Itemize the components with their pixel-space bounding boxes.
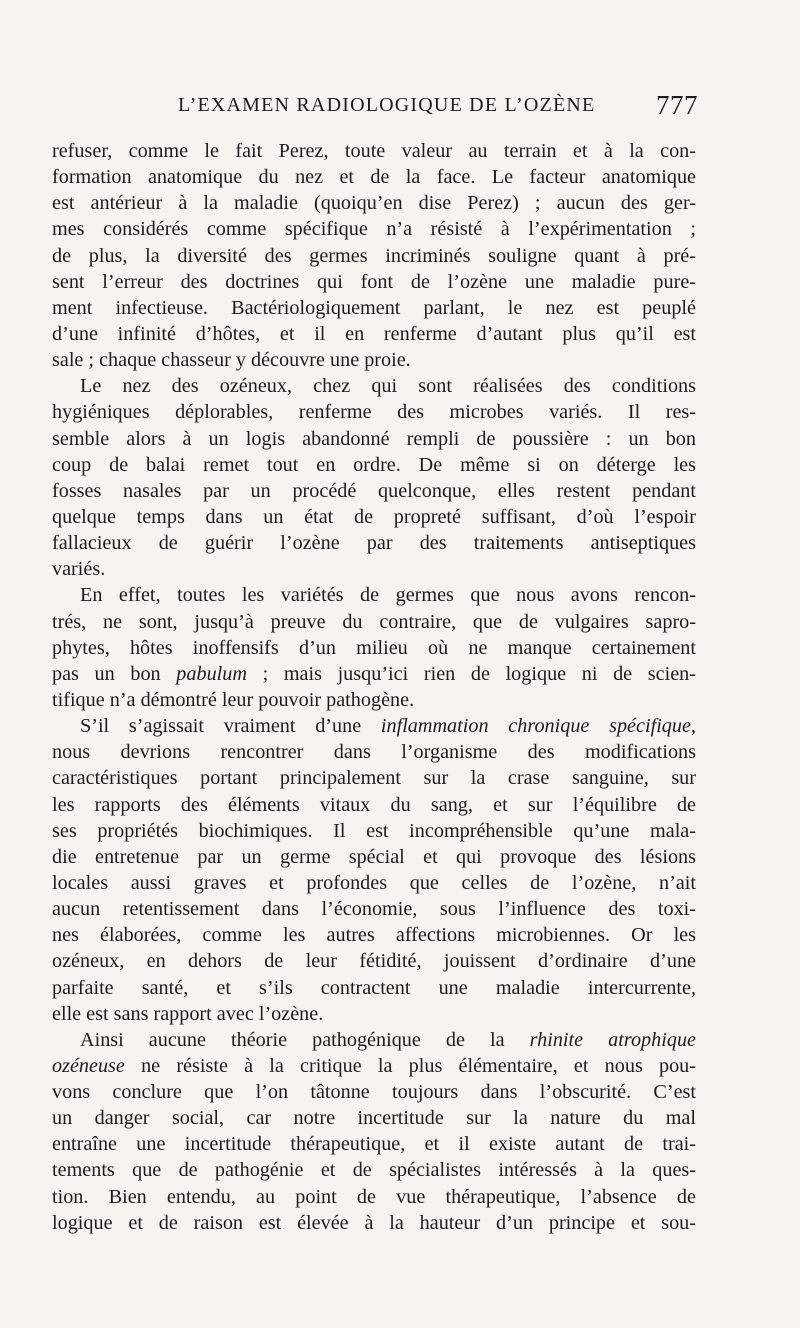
text-line — [52, 922, 696, 948]
text-line — [52, 1001, 696, 1027]
text-segment: fallacieux de guérir l’ozène par des traitements antiseptiques — [52, 532, 696, 555]
text-line — [52, 530, 696, 556]
text-segment: fosses nasales par un procédé quelconque, elles restent pendant — [52, 479, 696, 502]
text-segment: sent l’erreur des doctrines qui font de l’ozène une maladie pure- — [52, 270, 696, 293]
text-line — [52, 556, 696, 582]
text-segment: formation anatomique du nez et de la face. Le facteur anatomique — [52, 166, 696, 189]
text-line — [52, 844, 696, 870]
text-segment: entraîne une incertitude thérapeutique, et il existe autant de trai- — [52, 1133, 696, 1156]
text-line — [52, 216, 696, 242]
text-segment: est antérieur à la maladie (quoiqu’en dise Perez) ; aucun des ger- — [52, 192, 696, 215]
text-line — [52, 661, 696, 687]
text-segment: Le nez des ozéneux, chez qui sont réalisées des conditions — [80, 375, 696, 398]
body-text — [52, 138, 696, 1236]
text-segment: hygiéniques déplorables, renferme des microbes variés. Il res- — [52, 401, 696, 424]
text-line — [52, 975, 696, 1001]
text-segment: , — [690, 715, 696, 738]
text-line — [52, 1105, 696, 1131]
text-segment: coup de balai remet tout en ordre. De même si on déterge les — [52, 453, 696, 476]
text-segment: ; mais jusqu’ici rien de logique ni de scien- — [246, 662, 696, 685]
text-segment: vons conclure que l’on tâtonne toujours dans l’obscurité. C’est — [52, 1081, 696, 1104]
text-line — [52, 1157, 696, 1183]
text-line — [52, 164, 696, 190]
text-segment: nous devrions rencontrer dans l’organisme des modifications — [52, 741, 696, 764]
text-line — [52, 347, 696, 373]
text-line — [52, 687, 696, 713]
running-header — [178, 92, 698, 126]
text-line — [52, 1210, 696, 1236]
text-segment: trés, ne sont, jusqu’à preuve du contraire, que de vulgaires sapro- — [52, 610, 696, 633]
italic-text: pabulum — [176, 662, 247, 685]
text-line — [52, 269, 696, 295]
text-line — [52, 452, 696, 478]
text-line — [52, 896, 696, 922]
text-segment: die entretenue par un germe spécial et qui provoque des lésions — [52, 845, 696, 868]
text-line — [52, 373, 696, 399]
text-segment: ozéneux, en dehors de leur fétidité, jouissent d’ordinaire d’une — [52, 950, 696, 973]
text-line — [52, 635, 696, 661]
text-segment: Ainsi aucune théorie pathogénique de la — [80, 1028, 530, 1051]
text-segment: En effet, toutes les variétés de germes que nous avons rencon- — [80, 584, 696, 607]
text-line — [52, 1079, 696, 1105]
text-segment: ne résiste à la critique la plus élémentaire, et nous pou- — [124, 1054, 696, 1077]
text-segment: caractéristiques portant principalement sur la crase sanguine, sur — [52, 767, 696, 790]
text-line — [52, 504, 696, 530]
text-segment: semble alors à un logis abandonné rempli de poussière : un bon — [52, 427, 696, 450]
text-segment: aucun retentissement dans l’économie, sous l’influence des toxi- — [52, 898, 696, 921]
text-segment: ses propriétés biochimiques. Il est incompréhensible qu’une mala- — [52, 819, 696, 842]
text-line — [52, 948, 696, 974]
text-line — [52, 792, 696, 818]
text-line — [52, 739, 696, 765]
text-line — [52, 399, 696, 425]
italic-text: rhinite atrophique — [529, 1028, 697, 1051]
text-line — [52, 295, 696, 321]
italic-text: inflammation chronique spécifique — [380, 715, 691, 738]
text-line — [52, 321, 696, 347]
text-line — [52, 1131, 696, 1157]
text-segment: pas un bon — [52, 662, 177, 685]
text-segment: tifique n’a démontré leur pouvoir pathogène. — [52, 688, 415, 711]
text-line — [52, 190, 696, 216]
italic-text: ozéneuse — [52, 1054, 125, 1077]
text-line — [52, 582, 696, 608]
text-segment: un danger social, car notre incertitude sur la nature du mal — [52, 1107, 696, 1130]
text-segment: tements que de pathogénie et de spécialistes intéressés à la ques- — [52, 1159, 696, 1182]
text-segment: locales aussi graves et profondes que celles de l’ozène, n’ait — [52, 871, 696, 894]
text-line — [52, 870, 696, 896]
text-segment: nes élaborées, comme les autres affections microbiennes. Or les — [52, 924, 696, 947]
text-segment: tion. Bien entendu, au point de vue thérapeutique, l’absence de — [52, 1185, 696, 1208]
text-segment: sale ; chaque chasseur y découvre une proie. — [52, 349, 411, 372]
text-line — [52, 426, 696, 452]
text-line — [52, 713, 696, 739]
text-segment: refuser, comme le fait Perez, toute valeur au terrain et à la con- — [52, 140, 696, 162]
text-segment: mes considérés comme spécifique n’a résisté à l’expérimentation ; — [52, 218, 696, 241]
text-line — [52, 478, 696, 504]
text-segment: d’une infinité d’hôtes, et il en renferme d’autant plus qu’il est — [52, 322, 696, 345]
text-line — [52, 1184, 696, 1210]
text-segment: les rapports des éléments vitaux du sang, et sur l’équilibre de — [52, 793, 696, 816]
page-number: 777 — [656, 90, 698, 120]
text-line — [52, 243, 696, 269]
running-title: L’EXAMEN RADIOLOGIQUE DE L’OZÈNE — [178, 94, 596, 116]
text-segment: de plus, la diversité des germes incriminés souligne quant à pré- — [52, 244, 696, 267]
text-line — [52, 1053, 696, 1079]
text-line — [52, 765, 696, 791]
text-segment: quelque temps dans un état de propreté suffisant, d’où l’espoir — [52, 505, 696, 528]
text-segment: elle est sans rapport avec l’ozène. — [52, 1002, 324, 1025]
text-segment: S’il s’agissait vraiment d’une — [80, 715, 381, 738]
text-segment: logique et de raison est élevée à la hauteur d’un principe et sou- — [52, 1211, 696, 1234]
text-line — [52, 138, 696, 164]
text-line — [52, 609, 696, 635]
text-segment: ment infectieuse. Bactériologiquement parlant, le nez est peuplé — [52, 296, 696, 319]
text-segment: phytes, hôtes inoffensifs d’un milieu où ne manque certainement — [52, 636, 696, 659]
text-line — [52, 818, 696, 844]
text-line — [52, 1027, 696, 1053]
text-segment: parfaite santé, et s’ils contractent une maladie intercurrente, — [52, 976, 696, 999]
text-segment: variés. — [52, 558, 106, 581]
